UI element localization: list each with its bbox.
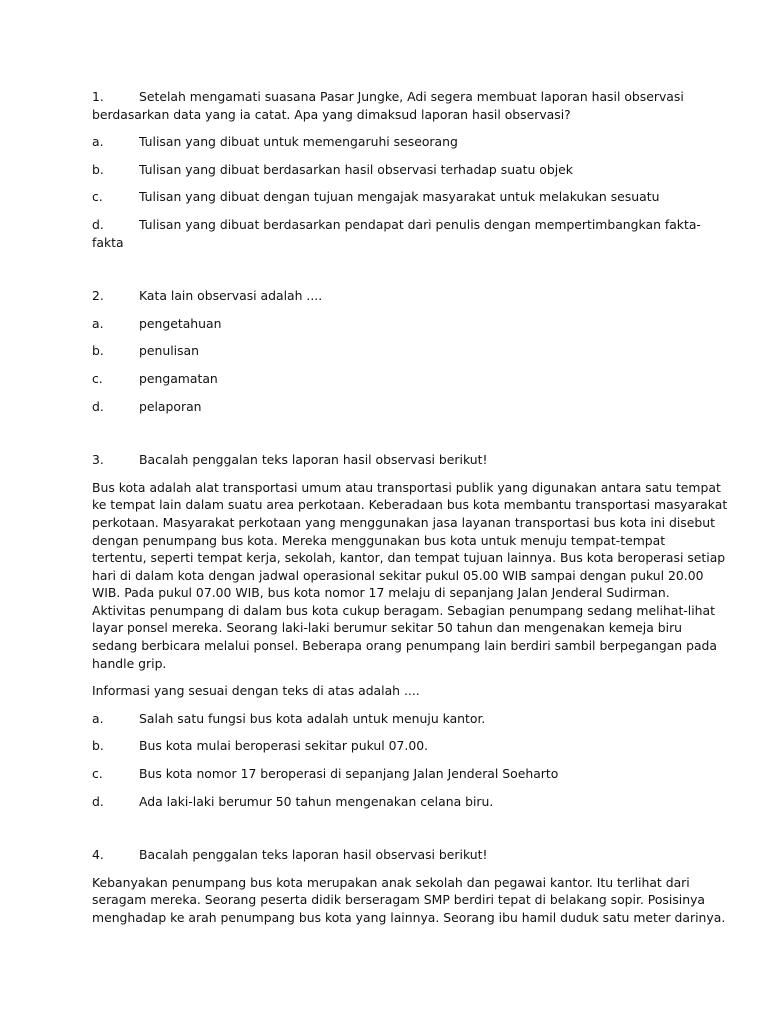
passage-line: Kebanyakan penumpang bus kota merupakan anak sekolah dan pegawai kantor. Itu terlihat dari xyxy=(92,874,690,890)
question-2-stem xyxy=(92,287,676,305)
option-letter: a. xyxy=(92,134,104,150)
passage-line: layar ponsel mereka. Seorang laki-laki berumur sekitar 50 tahun dan mengenakan kemeja biru xyxy=(92,620,683,636)
option-letter: a. xyxy=(92,315,104,331)
passage-line: WIB. Pada pukul 07.00 WIB, bus kota nomor 17 melaju di sepanjang Jalan Jenderal Sudirman. xyxy=(92,585,670,601)
spacer xyxy=(92,415,676,451)
option-a xyxy=(92,133,676,151)
option-c xyxy=(92,370,676,388)
passage-line: seragam mereka. Seorang peserta didik berseragam SMP berdiri tepat di belakang sopir. Posisinya xyxy=(92,892,705,908)
question-4-stem xyxy=(92,846,676,864)
option-letter: d. xyxy=(92,793,104,809)
option-text: Bus kota nomor 17 beroperasi di sepanjang Jalan Jenderal Soeharto xyxy=(139,766,559,782)
passage xyxy=(92,874,726,927)
option-letter: b. xyxy=(92,161,104,177)
passage-line: perkotaan. Masyarakat perkotaan yang menggunakan jasa layanan transportasi bus kota ini disebut xyxy=(92,514,715,530)
question-3-stem xyxy=(92,451,676,469)
option-text: Salah satu fungsi bus kota adalah untuk menuju kantor. xyxy=(139,710,486,726)
option-d-cont xyxy=(92,234,676,252)
option-text: pengetahuan xyxy=(139,315,222,331)
option-d xyxy=(92,216,701,234)
option-b xyxy=(92,161,676,179)
option-text: Ada laki-laki berumur 50 tahun mengenakan celana biru. xyxy=(139,793,494,809)
option-d xyxy=(92,398,676,416)
question-number: 3. xyxy=(92,452,104,468)
option-text: Bus kota mulai beroperasi sekitar pukul 07.00. xyxy=(139,738,429,754)
question-3 xyxy=(92,451,728,810)
question-4 xyxy=(92,846,726,926)
option-letter: d. xyxy=(92,216,104,232)
option-letter: d. xyxy=(92,398,104,414)
passage-line: dengan penumpang bus kota. Mereka menggunakan bus kota untuk menuju tempat-tempat xyxy=(92,532,666,548)
question-stem-line: berdasarkan data yang ia catat. Apa yang dimaksud laporan hasil observasi? xyxy=(92,106,571,122)
option-letter: b. xyxy=(92,738,104,754)
passage-line: handle grip. xyxy=(92,655,167,671)
option-text: Tulisan yang dibuat berdasarkan pendapat dari penulis dengan mempertimbangkan fakta- xyxy=(139,216,701,232)
option-a xyxy=(92,315,676,333)
question-1-stem-cont xyxy=(92,106,676,124)
question-1 xyxy=(92,88,701,251)
passage-line: ke tempat lain dalam suatu area perkotaan. Keberadaan bus kota membantu transportasi masyarakat xyxy=(92,497,728,513)
option-text: Tulisan yang dibuat dengan tujuan mengajak masyarakat untuk melakukan sesuatu xyxy=(139,189,660,205)
question-3-prompt xyxy=(92,682,676,700)
option-letter: a. xyxy=(92,710,104,726)
option-letter: c. xyxy=(92,189,103,205)
question-1-stem xyxy=(92,88,684,106)
option-c xyxy=(92,765,676,783)
question-number: 4. xyxy=(92,847,104,863)
option-letter: c. xyxy=(92,766,103,782)
option-text: pelaporan xyxy=(139,398,202,414)
option-a xyxy=(92,710,676,728)
passage-line: hari di dalam kota dengan jadwal operasional sekitar pukul 05.00 WIB sampai dengan pukul 20.00 xyxy=(92,567,704,583)
question-stem: Bacalah penggalan teks laporan hasil observasi berikut! xyxy=(139,847,488,863)
passage-line: Aktivitas penumpang di dalam bus kota cukup beragam. Sebagian penumpang sedang melihat-lihat xyxy=(92,602,715,618)
option-text: penulisan xyxy=(139,343,199,359)
option-letter: c. xyxy=(92,370,103,386)
question-stem-line: Setelah mengamati suasana Pasar Jungke, Adi segera membuat laporan hasil observasi xyxy=(139,89,684,104)
option-c xyxy=(92,188,676,206)
spacer xyxy=(92,251,676,287)
passage xyxy=(92,479,728,673)
question-number: 2. xyxy=(92,288,104,304)
option-b xyxy=(92,342,676,360)
question-stem: Bacalah penggalan teks laporan hasil observasi berikut! xyxy=(139,452,488,468)
passage-line: sedang berbicara melalui ponsel. Beberapa orang penumpang lain berdiri sambil berpegangan pada xyxy=(92,638,717,654)
option-b xyxy=(92,737,676,755)
option-letter: b. xyxy=(92,343,104,359)
option-text: pengamatan xyxy=(139,370,218,386)
question-2 xyxy=(92,287,676,415)
option-text: Tulisan yang dibuat berdasarkan hasil observasi terhadap suatu objek xyxy=(139,161,573,177)
question-prompt: Informasi yang sesuai dengan teks di atas adalah .... xyxy=(92,683,420,699)
passage-line: menghadap ke arah penumpang bus kota yang lainnya. Seorang ibu hamil duduk satu meter darinya. xyxy=(92,910,726,925)
passage-line: Bus kota adalah alat transportasi umum atau transportasi publik yang digunakan antara satu tempat xyxy=(92,479,721,495)
option-text: Tulisan yang dibuat untuk memengaruhi seseorang xyxy=(139,134,458,150)
option-text-cont: fakta xyxy=(92,234,124,250)
question-stem: Kata lain observasi adalah .... xyxy=(139,288,323,304)
option-d xyxy=(92,793,676,811)
spacer xyxy=(92,810,676,846)
passage-line: tertentu, seperti tempat kerja, sekolah, kantor, dan tempat tujuan lainnya. Bus kota beroperasi setiap xyxy=(92,550,726,566)
question-number: 1. xyxy=(92,89,104,104)
